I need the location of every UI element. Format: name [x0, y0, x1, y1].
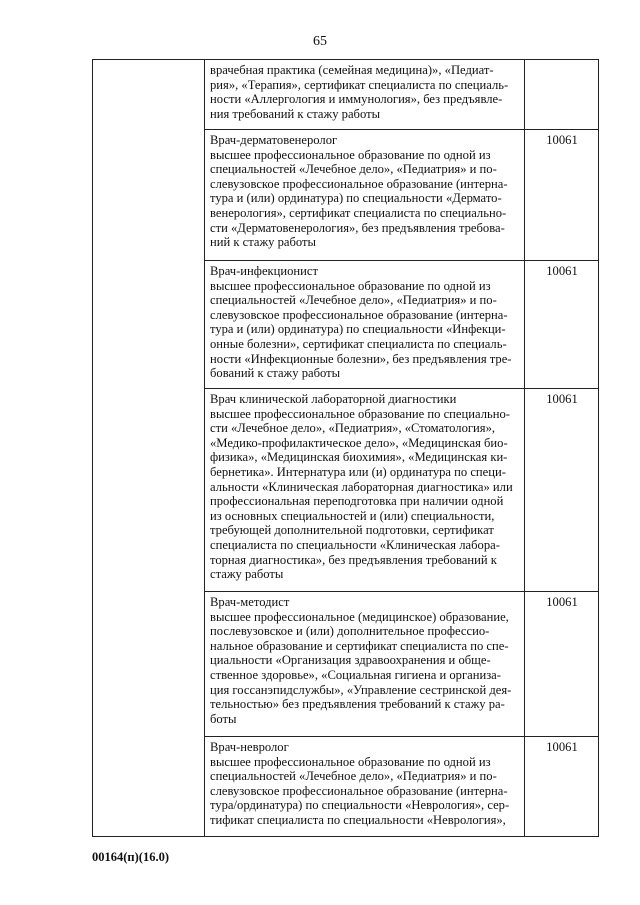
code-cell: 10061 — [525, 737, 599, 837]
requirement-cell: Врач-инфекционист высшее профессиональное образование по одной из специальностей «Лечебное дело», «Педиатрия» и по- слевузовское профессиональное образование (интерна- тура и (или) ординатура) по специальности «Инфекци- онные болезни», сертификат специалиста по специаль- ности «Инфекционные болезни», без предъявления тре- бований к стажу работы — [205, 261, 525, 389]
code-cell: 10061 — [525, 261, 599, 389]
requirement-cell: Врач-невролог высшее профессиональное образование по одной из специальностей «Лечебное дело», «Педиатрия» и по- слевузовское профессиональное образование (интерна- тура/ординатура) по специальности «Неврология», сер- тификат специалиста по специальности «Неврология», — [205, 737, 525, 837]
requirement-cell: Врач-дерматовенеролог высшее профессиональное образование по одной из специальностей «Лечебное дело», «Педиатрия» и по- слевузовское профессиональное образование (интерна- тура и (или) ординатура) по специальности «Дермато- венерология», сертификат специалиста по специально- сти «Дерматовенерология», без предъявления требова- ний к стажу работы — [205, 130, 525, 261]
requirement-cell: Врач-методист высшее профессиональное (медицинское) образование, послевузовское и (или) дополнительное профессио- нальное образование и сертификат специалиста по спе- циальности «Организация здравоохранения и обще- ственное здоровье», «Социальная гигиена и организа- ция госсанэпидслужбы», «Управление сестринской дея- тельностью» без предъявления требований к стажу ра- боты — [205, 592, 525, 737]
document-code: 00164(п)(16.0) — [92, 850, 169, 864]
code-cell: 10061 — [525, 130, 599, 261]
table-row — [93, 60, 599, 130]
qualification-table — [92, 59, 599, 837]
code-cell — [525, 60, 599, 130]
group-cell — [93, 60, 205, 837]
requirement-cell: врачебная практика (семейная медицина)», «Педиат- рия», «Терапия», сертификат специалиста по специаль- ности «Аллергология и иммунология», без предъявле- ния требований к стажу работы — [205, 60, 525, 130]
requirement-cell: Врач клинической лабораторной диагностики высшее профессиональное образование по специально- сти «Лечебное дело», «Педиатрия», «Стоматология», «Медико-профилактическое дело», «Медицинская био- физика», «Медицинская биохимия», «Медицинская ки- бернетика». Интернатура или (и) ординатура по специ- альности «Клиническая лабораторная диагностика» или профессиональная переподготовка при наличии одной из основных специальностей и (или) специальности, требующей дополнительной подготовки, сертификат специалиста по специальности «Клиническая лабора- торная диагностика», без предъявления требований к стажу работы — [205, 389, 525, 592]
code-cell: 10061 — [525, 592, 599, 737]
page-number: 65 — [313, 34, 327, 49]
code-cell: 10061 — [525, 389, 599, 592]
